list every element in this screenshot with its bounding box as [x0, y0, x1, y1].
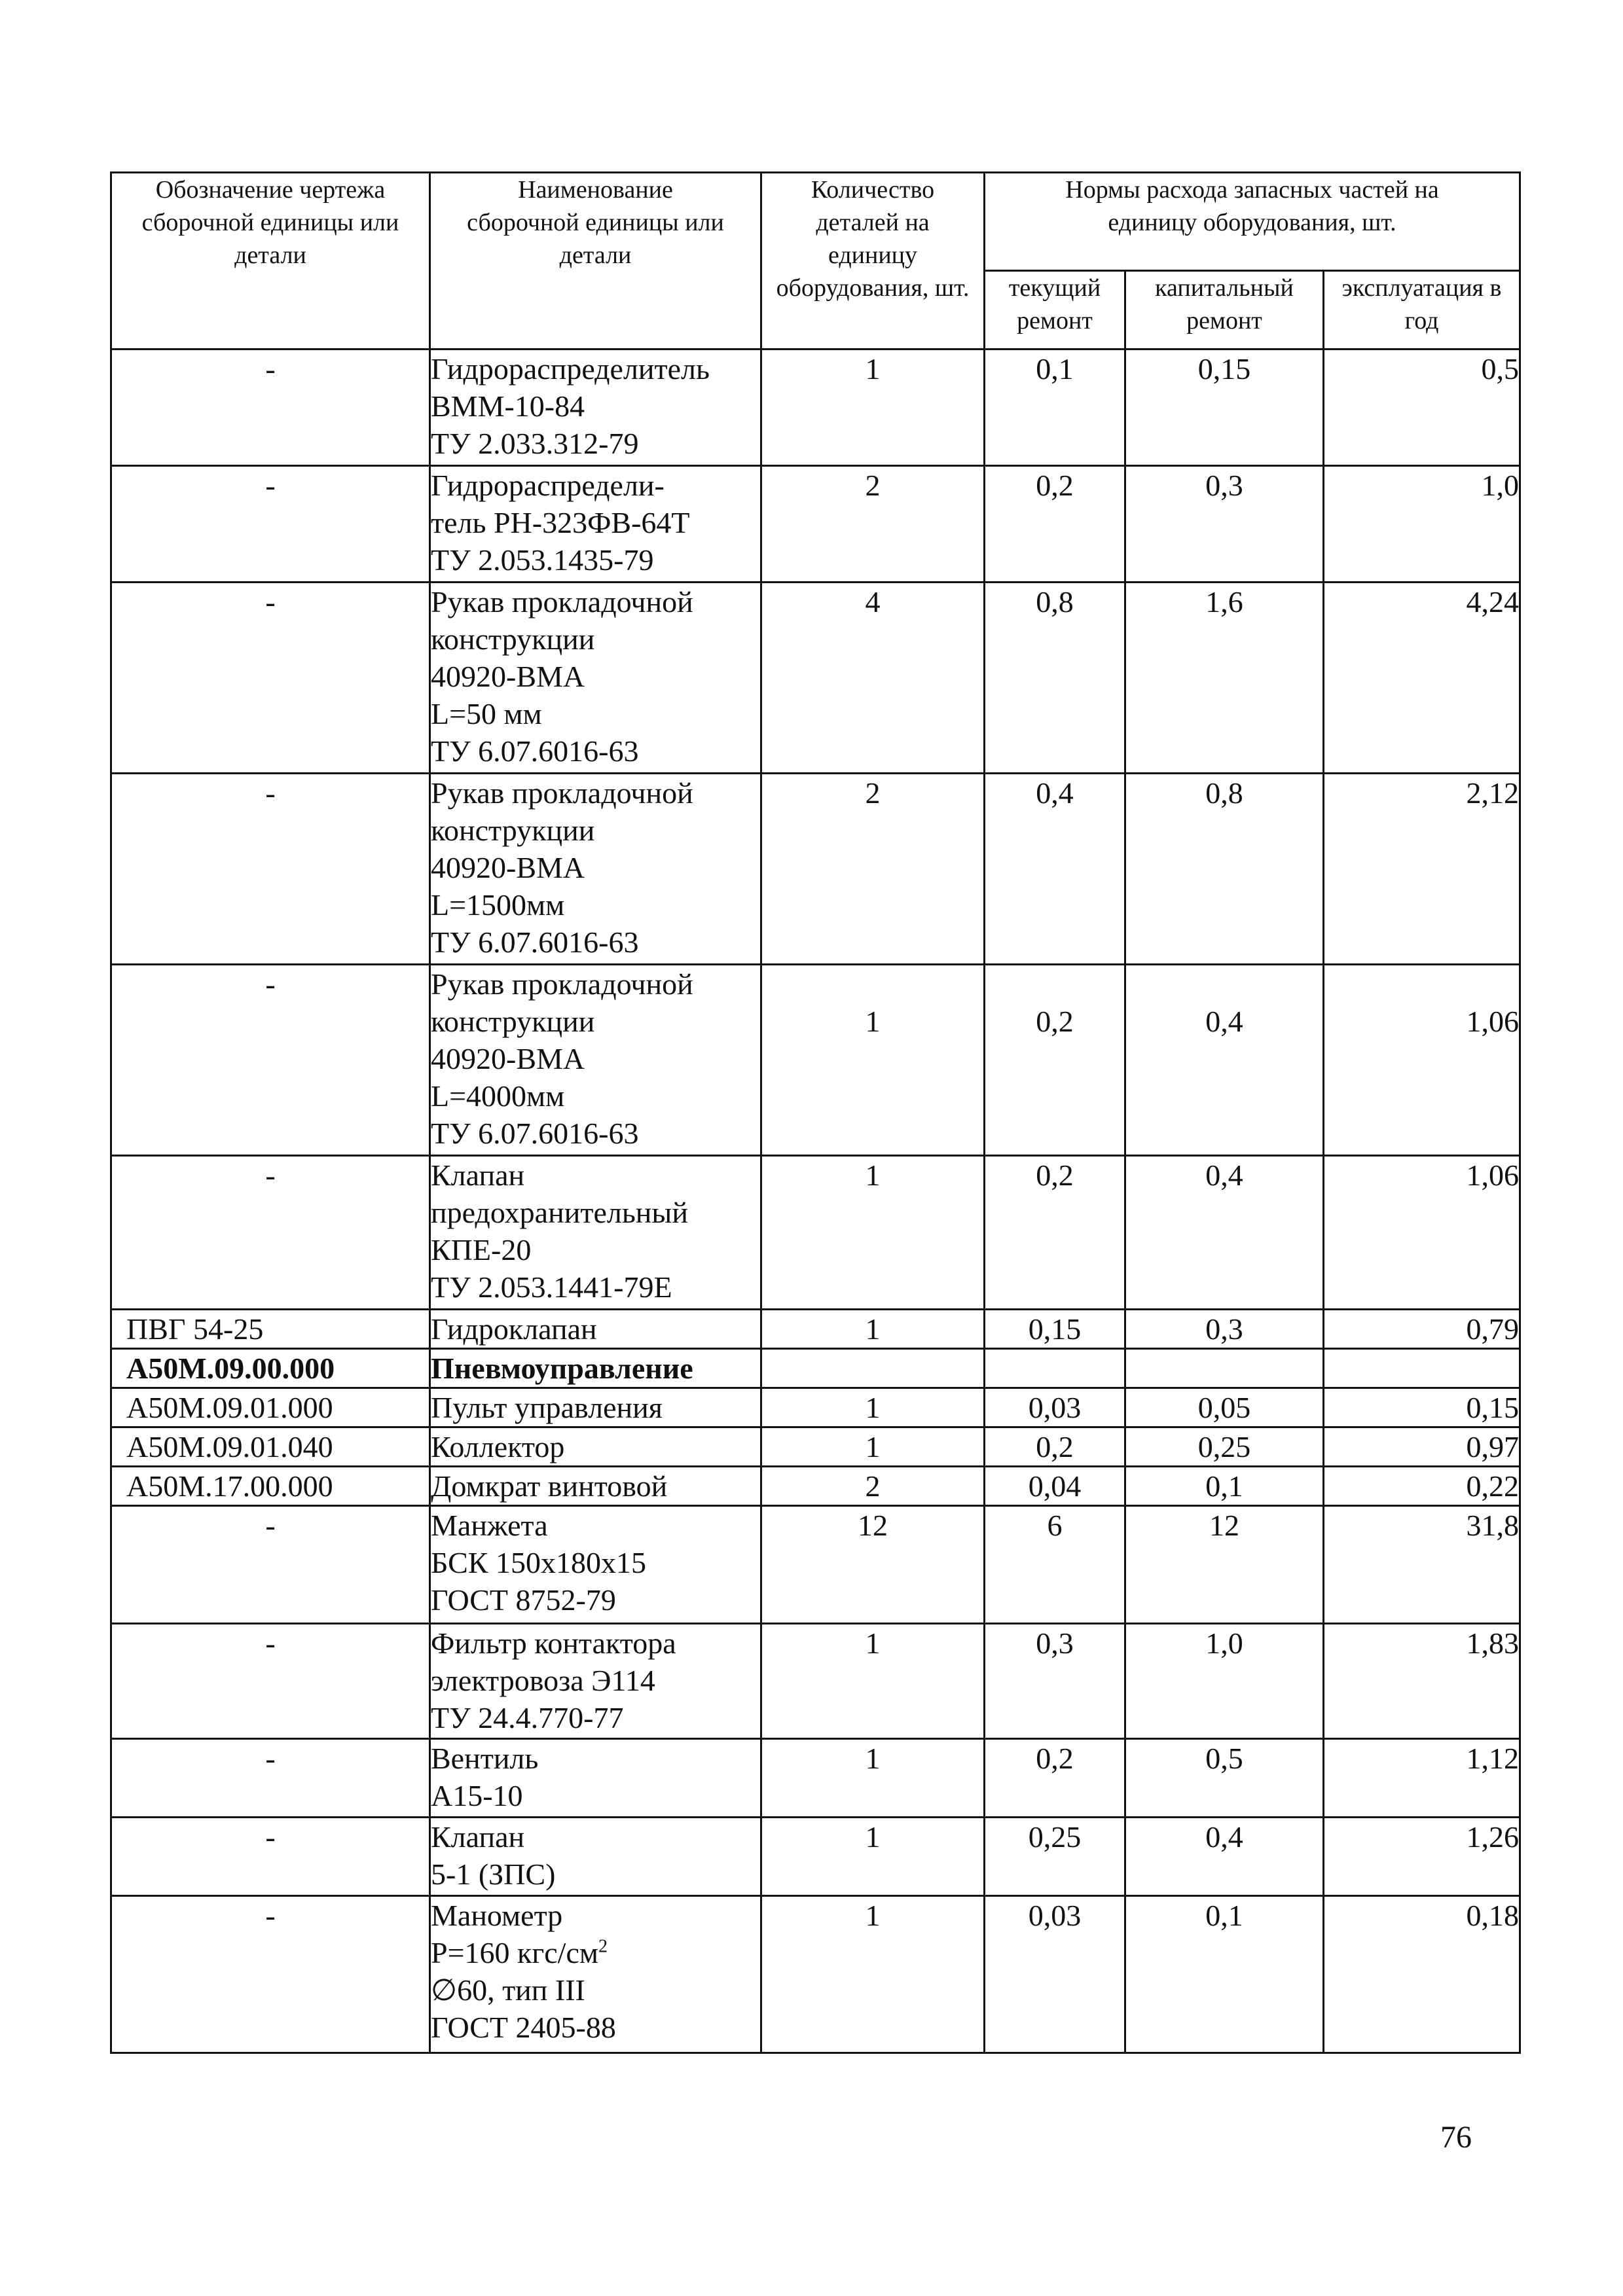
cell-name-text: КПЕ-20 — [431, 1233, 532, 1266]
cell-name — [430, 1506, 761, 1624]
cell-quantity: 1 — [761, 965, 985, 1156]
cell-name-line — [431, 849, 760, 886]
table-row — [111, 1388, 1520, 1427]
table-row — [111, 965, 1520, 1156]
cell-designation: А50М.09.01.000 — [111, 1388, 430, 1427]
cell-name-text: 5-1 (ЗПС) — [431, 1857, 556, 1891]
cell-operation: 1,26 — [1324, 1818, 1520, 1896]
cell-quantity: 1 — [761, 1427, 985, 1467]
cell-name-text: конструкции — [431, 1005, 595, 1038]
cell-name — [430, 774, 761, 965]
cell-designation: - — [111, 774, 430, 965]
cell-name — [430, 583, 761, 774]
cell-name — [430, 1388, 761, 1427]
cell-name-text: Манометр — [431, 1899, 563, 1932]
cell-quantity: 1 — [761, 1624, 985, 1739]
cell-name-text: Гидрораспредели- — [431, 469, 665, 502]
cell-name-text: 40920-ВМА — [431, 851, 585, 884]
cell-designation: - — [111, 1739, 430, 1818]
cell-name-line — [431, 1624, 760, 1662]
cell-designation: - — [111, 1506, 430, 1624]
cell-capital-repair: 0,1 — [1125, 1467, 1324, 1506]
cell-designation: - — [111, 1896, 430, 2053]
cell-operation: 1,12 — [1324, 1739, 1520, 1818]
table-row — [111, 1818, 1520, 1896]
cell-name-text: электровоза Э114 — [431, 1664, 655, 1697]
cell-quantity: 1 — [761, 1739, 985, 1818]
cell-name-line — [431, 1856, 760, 1893]
cell-name-text: Р=160 кгс/см — [431, 1936, 598, 1969]
cell-designation: А50М.17.00.000 — [111, 1467, 430, 1506]
cell-name-line — [431, 1268, 760, 1306]
cell-quantity: 4 — [761, 583, 985, 774]
cell-name-text: Клапан — [431, 1158, 525, 1192]
cell-name-text: Манжета — [431, 1509, 548, 1542]
cell-quantity: 1 — [761, 1388, 985, 1427]
cell-name-line — [431, 1699, 760, 1736]
cell-name-line — [431, 350, 760, 387]
cell-name-text: Гидроклапан — [431, 1312, 597, 1346]
cell-name-text: ∅60, тип III — [431, 1973, 585, 2007]
cell-quantity: 1 — [761, 1818, 985, 1896]
table-row — [111, 1156, 1520, 1310]
cell-capital-repair: 0,4 — [1125, 1818, 1324, 1896]
cell-name-line — [431, 1897, 760, 1934]
cell-name — [430, 1467, 761, 1506]
cell-name-text: ТУ 6.07.6016-63 — [431, 925, 639, 959]
cell-name-text: ГОСТ 8752-79 — [431, 1583, 616, 1617]
cell-name-line — [431, 1544, 760, 1581]
cell-name-text: ТУ 2.033.312-79 — [431, 427, 639, 460]
cell-current-repair: 0,4 — [985, 774, 1125, 965]
cell-capital-repair: 0,25 — [1125, 1427, 1324, 1467]
cell-name-text: Пульт управления — [431, 1391, 663, 1424]
cell-name — [430, 1156, 761, 1310]
cell-name-line — [431, 1467, 760, 1505]
cell-capital-repair: 0,3 — [1125, 1310, 1324, 1349]
cell-name-line — [431, 1662, 760, 1699]
cell-capital-repair: 1,6 — [1125, 583, 1324, 774]
cell-current-repair: 0,04 — [985, 1467, 1125, 1506]
unit-superscript: 2 — [598, 1936, 608, 1957]
cell-designation: - — [111, 1156, 430, 1310]
cell-name-text: L=1500мм — [431, 888, 565, 922]
cell-operation: 1,06 — [1324, 965, 1520, 1156]
header-capital-repair: капитальный ремонт — [1125, 271, 1324, 350]
cell-name-text: предохранительный — [431, 1196, 688, 1229]
cell-name-line — [431, 1194, 760, 1231]
cell-name-text: тель РН-323ФВ-64Т — [431, 506, 690, 539]
header-quantity: Количество деталей на единицу оборудования, шт. — [761, 173, 985, 350]
cell-current-repair — [985, 1349, 1125, 1388]
cell-current-repair: 0,2 — [985, 1427, 1125, 1467]
cell-name-line — [431, 1157, 760, 1194]
cell-name-line — [431, 1077, 760, 1115]
cell-quantity — [761, 1349, 985, 1388]
cell-name-text: 40920-ВМА — [431, 1042, 585, 1075]
cell-current-repair: 0,1 — [985, 350, 1125, 466]
cell-designation: - — [111, 965, 430, 1156]
table-row — [111, 350, 1520, 466]
cell-capital-repair: 0,1 — [1125, 1896, 1324, 2053]
cell-current-repair: 0,8 — [985, 583, 1125, 774]
cell-operation: 0,5 — [1324, 350, 1520, 466]
cell-capital-repair: 12 — [1125, 1506, 1324, 1624]
cell-designation: А50М.09.00.000 — [111, 1349, 430, 1388]
cell-capital-repair: 0,4 — [1125, 1156, 1324, 1310]
cell-name-line — [431, 425, 760, 462]
cell-name-line — [431, 812, 760, 849]
cell-name — [430, 1624, 761, 1739]
table-row — [111, 1349, 1520, 1388]
cell-name-line — [431, 924, 760, 961]
cell-designation: ПВГ 54-25 — [111, 1310, 430, 1349]
cell-name-line — [431, 1507, 760, 1544]
cell-name-text: ТУ 2.053.1441-79Е — [431, 1270, 672, 1304]
cell-capital-repair: 0,15 — [1125, 350, 1324, 466]
cell-name-line — [431, 1389, 760, 1426]
cell-name-text: Вентиль — [431, 1742, 539, 1775]
cell-name-line — [431, 774, 760, 812]
table-row — [111, 583, 1520, 774]
cell-name-text: ТУ 2.053.1435-79 — [431, 543, 654, 577]
cell-current-repair: 0,2 — [985, 466, 1125, 583]
cell-name-line — [431, 1115, 760, 1152]
table-row — [111, 774, 1520, 965]
cell-name — [430, 1310, 761, 1349]
cell-quantity: 12 — [761, 1506, 985, 1624]
cell-designation: А50М.09.01.040 — [111, 1427, 430, 1467]
cell-name-line — [431, 583, 760, 620]
cell-name-text: Рукав прокладочной — [431, 776, 693, 810]
cell-operation: 0,79 — [1324, 1310, 1520, 1349]
header-norms: Нормы расхода запасных частей на единицу оборудования, шт. — [985, 173, 1520, 271]
cell-name-text: L=4000мм — [431, 1079, 565, 1113]
cell-name-text: Рукав прокладочной — [431, 585, 693, 619]
table-row — [111, 1310, 1520, 1349]
table-row — [111, 1896, 1520, 2053]
cell-name-line — [431, 1581, 760, 1619]
cell-name — [430, 1349, 761, 1388]
cell-quantity: 2 — [761, 774, 985, 965]
table-row — [111, 1506, 1520, 1624]
cell-name-line — [431, 1040, 760, 1077]
cell-name — [430, 466, 761, 583]
cell-name-text: Пневмоуправление — [431, 1352, 693, 1385]
cell-current-repair: 0,03 — [985, 1388, 1125, 1427]
cell-operation: 4,24 — [1324, 583, 1520, 774]
spare-parts-table — [110, 171, 1521, 2054]
cell-current-repair: 0,2 — [985, 965, 1125, 1156]
cell-name-line — [431, 1310, 760, 1348]
cell-name-line — [431, 504, 760, 541]
cell-name-line — [431, 620, 760, 658]
cell-current-repair: 0,15 — [985, 1310, 1125, 1349]
table-row — [111, 466, 1520, 583]
cell-designation: - — [111, 583, 430, 774]
cell-name-line — [431, 1934, 760, 1971]
cell-capital-repair — [1125, 1349, 1324, 1388]
cell-name-line — [431, 658, 760, 695]
cell-name-line — [431, 2009, 760, 2046]
cell-name-text: Клапан — [431, 1820, 525, 1854]
cell-current-repair: 6 — [985, 1506, 1125, 1624]
cell-designation: - — [111, 1624, 430, 1739]
header-current-repair: текущий ремонт — [985, 271, 1125, 350]
cell-name-text: ВММ-10-84 — [431, 389, 585, 423]
cell-current-repair: 0,2 — [985, 1156, 1125, 1310]
cell-name-text: конструкции — [431, 622, 595, 656]
cell-current-repair: 0,03 — [985, 1896, 1125, 2053]
cell-name-line — [431, 695, 760, 732]
cell-current-repair: 0,25 — [985, 1818, 1125, 1896]
cell-name-text: конструкции — [431, 814, 595, 847]
cell-name — [430, 1739, 761, 1818]
cell-name-line — [431, 1818, 760, 1856]
cell-designation: - — [111, 1818, 430, 1896]
cell-name-text: Коллектор — [431, 1430, 565, 1463]
cell-operation: 1,83 — [1324, 1624, 1520, 1739]
header-designation: Обозначение чертежа сборочной единицы или детали — [111, 173, 430, 350]
cell-capital-repair: 0,8 — [1125, 774, 1324, 965]
cell-name-line — [431, 1003, 760, 1040]
cell-capital-repair: 1,0 — [1125, 1624, 1324, 1739]
cell-name-text: БСК 150х180х15 — [431, 1546, 646, 1579]
cell-name-line — [431, 1740, 760, 1777]
cell-name-text: L=50 мм — [431, 697, 542, 730]
cell-name-line — [431, 1777, 760, 1814]
cell-name-text: ТУ 6.07.6016-63 — [431, 1117, 639, 1150]
table-body — [111, 350, 1520, 2053]
cell-operation: 0,97 — [1324, 1427, 1520, 1467]
page-number: 76 — [1440, 2120, 1472, 2155]
header-operation: эксплуатация в год — [1324, 271, 1520, 350]
cell-name — [430, 350, 761, 466]
cell-quantity: 1 — [761, 1310, 985, 1349]
table-row — [111, 1739, 1520, 1818]
cell-operation: 0,18 — [1324, 1896, 1520, 2053]
cell-name-text: ТУ 24.4.770-77 — [431, 1701, 624, 1734]
table-row — [111, 1427, 1520, 1467]
cell-name-line — [431, 1971, 760, 2009]
cell-operation: 0,22 — [1324, 1467, 1520, 1506]
cell-name-text: ТУ 6.07.6016-63 — [431, 734, 639, 768]
cell-quantity: 2 — [761, 1467, 985, 1506]
cell-current-repair: 0,3 — [985, 1624, 1125, 1739]
cell-name — [430, 1427, 761, 1467]
table-row — [111, 1624, 1520, 1739]
cell-name-text: А15-10 — [431, 1779, 523, 1812]
cell-name-line — [431, 1428, 760, 1465]
cell-quantity: 1 — [761, 350, 985, 466]
cell-operation: 1,0 — [1324, 466, 1520, 583]
cell-name — [430, 965, 761, 1156]
cell-quantity: 1 — [761, 1156, 985, 1310]
cell-name-text: Домкрат винтовой — [431, 1469, 668, 1503]
cell-name-text: ГОСТ 2405-88 — [431, 2011, 616, 2044]
cell-name-line — [431, 732, 760, 770]
cell-capital-repair: 0,3 — [1125, 466, 1324, 583]
cell-operation — [1324, 1349, 1520, 1388]
cell-current-repair: 0,2 — [985, 1739, 1125, 1818]
cell-designation: - — [111, 466, 430, 583]
cell-name-line — [431, 467, 760, 504]
header-name: Наименование сборочной единицы или детали — [430, 173, 761, 350]
cell-operation: 2,12 — [1324, 774, 1520, 965]
cell-name — [430, 1896, 761, 2053]
cell-quantity: 1 — [761, 1896, 985, 2053]
cell-name-line — [431, 387, 760, 425]
cell-name-text: 40920-ВМА — [431, 660, 585, 693]
cell-operation: 0,15 — [1324, 1388, 1520, 1427]
cell-name-line — [431, 965, 760, 1003]
cell-name-text: Рукав прокладочной — [431, 967, 693, 1001]
cell-name-text: Фильтр контактора — [431, 1626, 676, 1660]
cell-name-line — [431, 886, 760, 924]
cell-name — [430, 1818, 761, 1896]
cell-name-line — [431, 1350, 760, 1387]
table-row — [111, 1467, 1520, 1506]
cell-capital-repair: 0,4 — [1125, 965, 1324, 1156]
cell-name-line — [431, 1231, 760, 1268]
cell-quantity: 2 — [761, 466, 985, 583]
cell-designation: - — [111, 350, 430, 466]
cell-operation: 1,06 — [1324, 1156, 1520, 1310]
cell-operation: 31,8 — [1324, 1506, 1520, 1624]
cell-name-text: Гидрораспределитель — [431, 352, 710, 386]
cell-capital-repair: 0,5 — [1125, 1739, 1324, 1818]
cell-capital-repair: 0,05 — [1125, 1388, 1324, 1427]
cell-name-line — [431, 541, 760, 579]
